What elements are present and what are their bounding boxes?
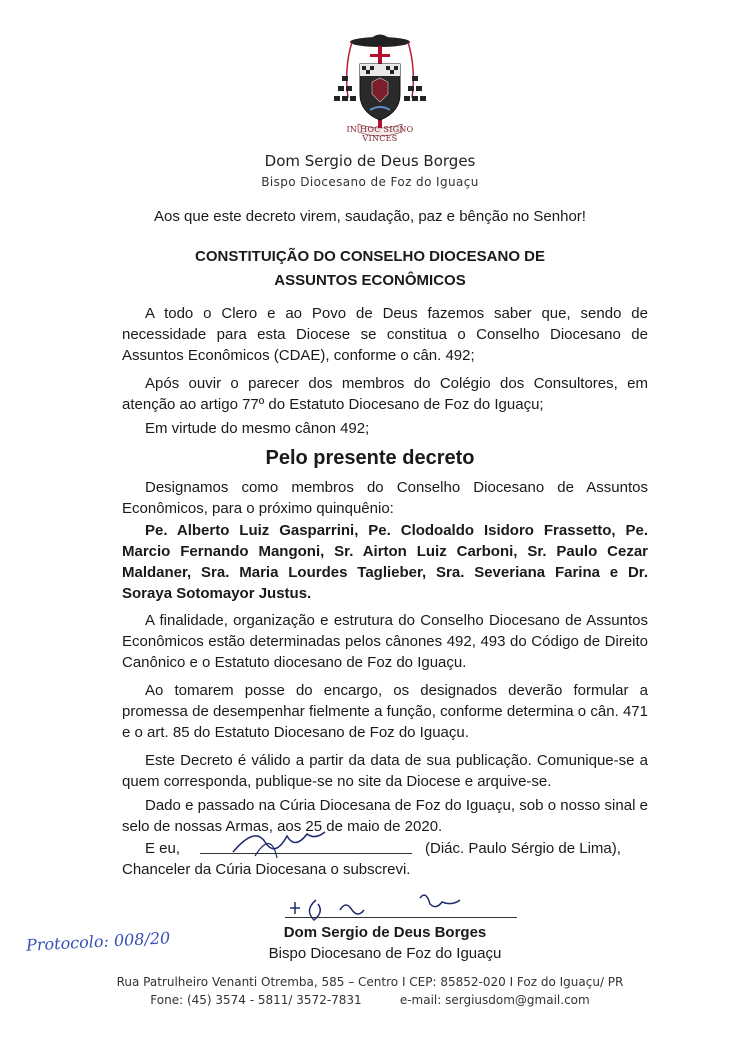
paragraph-8: Dado e passado na Cúria Diocesana de Foz do Iguaçu, sob o nosso sinal e selo de nossas Armas, aos 25 de maio de 2020. [122,797,648,835]
signatory-name: Dom Sergio de Deus Borges [283,924,487,941]
paragraph-6: Ao tomarem posse do encargo, os designados deverão formular a promessa de desempenhar fielmente a função, conforme determina o cân. 471 e o art. 85 do Estatuto Diocesano de Foz do Iguaçu. [122,682,648,741]
footer-contact: Fone: (45) 3574 - 5811/ 3572-7831 e-mail: sergiusdom@gmail.com [150,993,590,1007]
paragraph-5: A finalidade, organização e estrutura do Conselho Diocesano de Assuntos Econômicos estão determinadas pelos cânones 492, 493 do Código de Direito Canônico e o Estatuto diocesano de Foz do Iguaçu. [122,612,648,671]
bishop-signature [280,880,490,928]
decree-heading: Pelo presente decreto [265,447,475,469]
chancellor-signature [225,822,335,862]
chancellor-line-2: Chanceler da Cúria Diocesana o subscrevi. [122,861,411,878]
chancellor-intro: E eu, [145,840,181,857]
decree-title [0,245,740,293]
paragraph-2: Após ouvir o parecer dos membros do Colégio dos Consultores, em atenção ao artigo 77º do Estatuto Diocesano de Foz do Iguaçu; [122,375,648,413]
members-list: Pe. Alberto Luiz Gasparrini, Pe. Clodoaldo Isidoro Frassetto, Pe. Marcio Fernando Mangoni, Sr. Airton Luiz Carboni, Sr. Paulo Cezar Maldaner, Sra. Maria Lourdes Taglieber, Sra. Severiana Farina e Dr. Soraya Sotomayor Justus. [122,522,648,602]
paragraph-7: Este Decreto é válido a partir da data de sua publicação. Comunique-se a quem corresponda, publique-se no site da Diocese e arquive-se. [122,752,648,790]
decree-title-line-1: CONSTITUIÇÃO DO CONSELHO DIOCESANO DE [194,248,546,265]
letterhead-bishop-name: Dom Sergio de Deus Borges [264,152,476,170]
protocol-handwritten-note: Protocolo: 008/20 [25,928,171,955]
footer-address: Rua Patrulheiro Venanti Otremba, 585 – Centro I CEP: 85852-020 I Foz do Iguaçu/ PR [116,975,624,989]
decree-title-line-2: ASSUNTOS ECONÔMICOS [274,272,466,289]
coat-of-arms-emblem [330,28,430,140]
signatory-role: Bispo Diocesano de Foz do Iguaçu [268,945,502,962]
coat-of-arms-motto: IN HOC SIGNO VINCES [346,125,414,143]
paragraph-4: Designamos como membros do Conselho Diocesano de Assuntos Econômicos, para o próximo quinquênio: [122,479,648,517]
paragraph-3: Em virtude do mesmo cânon 492; [145,420,370,437]
paragraph-1: A todo o Clero e ao Povo de Deus fazemos saber que, sendo de necessidade para esta Diocese se constitua o Conselho Diocesano de Assuntos Econômicos (CDAE), conforme o cân. 492; [122,305,648,364]
bishop-signature-line [285,917,517,918]
greeting: Aos que este decreto virem, saudação, paz e bênção no Senhor! [154,208,586,225]
letterhead-bishop-role: Bispo Diocesano de Foz do Iguaçu [261,175,479,189]
chancellor-name: (Diác. Paulo Sérgio de Lima), [425,840,621,857]
